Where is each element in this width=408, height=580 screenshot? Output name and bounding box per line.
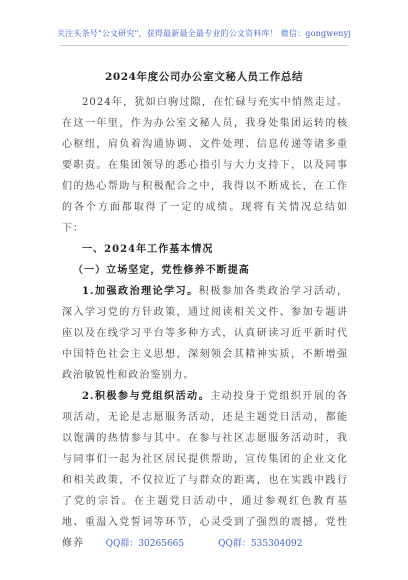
document-body (62, 92, 348, 554)
item-2-lead: 2.积极参与党组织活动。 (82, 391, 211, 402)
subsection-heading-1: （一）立场坚定，党性修养不断提高 (73, 265, 250, 276)
item-1-lead: 1.加强政治理论学习。 (82, 286, 199, 297)
header-promo-note: 关注头条号"公文研究"，获得最新最全最专业的公文资料库！ 微信：gongwenyj (56, 29, 352, 38)
header-divider (60, 45, 348, 46)
footer-qq-group-2: QQ群：535304092 (218, 539, 303, 549)
document-title: 2024年度公司办公室文秘人员工作总结 (104, 71, 304, 83)
item-1-paragraph (62, 281, 348, 386)
item-1-text: 积极参加各类政治学习活动，深入学习党的方针政策，通过阅读相关文件、参加专题讲座以及在线学习平台等多种方式，认真研读习近平新时代中国特色社会主义思想，深刻领会其精神实质，不断增强政治敏锐性和政治鉴别力。 (62, 286, 348, 381)
section-heading-1: 一、2024年工作基本情况 (82, 244, 214, 255)
item-2-paragraph (62, 386, 348, 554)
intro-paragraph: 2024年，犹如白驹过隙，在忙碌与充实中悄然走过。在这一年里，作为办公室文秘人员，我身处集团运转的核心枢纽，肩负着沟通协调、文件处理、信息传递等诸多重要职责。在集团领导的悉心指引与大力支持下，以及同事们的热心帮助与积极配合之中，我得以不断成长，在工作的各个方面都取得了一定的成绩。现将有关情况总结如下： (62, 97, 348, 234)
footer-qq-group-1: QQ群：30265665 (105, 539, 185, 549)
footer-contact (0, 536, 408, 549)
item-2-text: 主动投身于党组织开展的各项活动，无论是志愿服务活动，还是主题党日活动，都能以饱满的热情参与其中。在参与社区志愿服务活动时，我与同事们一起为社区居民提供帮助，宣传集团的企业文化和相关政策，不仅拉近了与群众的距离，也在实践中践行了党的宗旨。在主题党日活动中，通过参观红色教育基地、重温入党誓词等环节，心灵受到了强烈的震撼，党性修养 (62, 391, 348, 549)
